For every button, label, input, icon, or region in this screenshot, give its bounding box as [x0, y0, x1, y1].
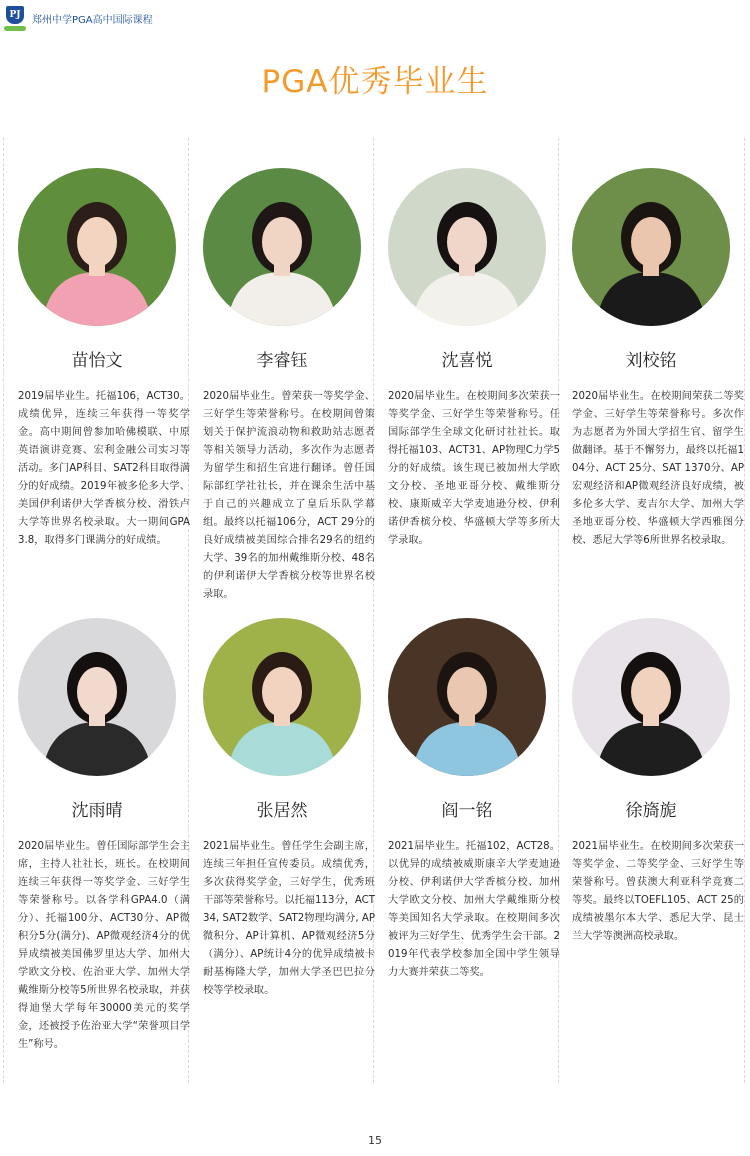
face-shape [447, 667, 487, 717]
column-divider [744, 138, 745, 1083]
graduate-bio: 2021届毕业生。曾任学生会副主席，连续三年担任宣传委员。成绩优秀，多次获得奖学金，三好学生，优秀班干部等荣誉称号。以托福113分，ACT34, SAT2数学、SAT2物理均满分, AP微积分、AP计算机、AP微观经济5分（满分）、AP统计4分的优异成绩被卡耐基梅隆大学，加州大学圣巴巴拉分校等学校录取。 [203, 841, 376, 996]
graduate-name: 徐旖旎 [625, 801, 677, 821]
graduate-bio: 2020届毕业生。曾任国际部学生会主席，主持人社社长，班长。在校期间连续三年获得一等奖学金、三好学生等荣誉称号。以各学科GPA4.0（满分）、托福100分、ACT30分、AP微积分5分(满分)、AP微观经济4分的优异成绩被美国佛罗里达大学、加州大学欧文分校、佐治亚大学、加州大学戴维斯分校等5所世界名校录取，并获得迪堡大学每年30000美元的奖学金，还被授予佐治亚大学“荣誉项目学生”称号。 [18, 841, 190, 1050]
face-shape [262, 217, 302, 267]
face-shape [77, 217, 117, 267]
portrait-illustration [388, 168, 546, 326]
face-shape [262, 667, 302, 717]
graduate-name: 沈喜悦 [441, 351, 493, 371]
portrait-illustration [572, 168, 730, 326]
face-shape [631, 217, 671, 267]
graduate-bio: 2019届毕业生。托福106，ACT30。成绩优异，连续三年获得一等奖学金。高中期间曾参加哈佛模联、中原英语演讲竞赛、宏利金融公司实习等活动。多门AP科目、SAT2科目取得满分的好成绩。2019年被多伦多大学、美国伊利诺伊大学香槟分校、滑铁卢大学等世界名校录取。大一期间GPA3.8，取得多门课满分的好成绩。 [18, 391, 190, 546]
graduate-name: 阎一铭 [441, 801, 493, 821]
portrait-illustration [203, 168, 361, 326]
face-shape [77, 667, 117, 717]
graduate-bio: 2020届毕业生。在校期间多次荣获一等奖学金、三好学生等荣誉称号。任国际部学生全球文化研讨社社长。取得托福103、ACT31、AP物理C力学5分的好成绩。该生现已被加州大学欧文分校、圣地亚哥分校、戴维斯分校、康斯威辛大学麦迪逊分校、伊利诺伊香槟分校、华盛顿大学等多所大学录取。 [388, 391, 560, 546]
graduate-bio: 2021届毕业生。在校期间多次荣获一等奖学金、二等奖学金、三好学生等荣誉称号。曾获澳大利亚科学竞赛二等奖。最终以TOEFL105、ACT 25的成绩被墨尔本大学、悉尼大学、昆士兰大学等澳洲高校录取。 [572, 841, 744, 942]
graduate-photo [18, 618, 176, 776]
face-shape [447, 217, 487, 267]
graduate-name: 刘校铭 [625, 351, 677, 371]
graduate-photo [203, 618, 361, 776]
school-name: 郑州中学PGA高中国际课程 [32, 15, 153, 26]
graduate-bio: 2020届毕业生。曾荣获一等奖学金、三好学生等荣誉称号。在校期间曾策划关于保护流浪动物和救助站志愿者等相关领导力活动，多次作为志愿者为留学生和招生官进行翻译。曾任国际部红学社社长，并在课余生活中基于自己的兴趣成立了皇后乐队学幕组。最终以托福106分，ACT 29分的良好成绩被美国综合排名29名的纽约大学、39名的加州戴维斯分校、48名的伊利诺伊大学香槟分校等世界名校录取。 [203, 391, 375, 600]
portrait-illustration [18, 618, 176, 776]
page-number: 15 [368, 1134, 382, 1147]
graduate-photo [18, 168, 176, 326]
school-shield-icon: PJ [6, 6, 24, 24]
graduate-name: 张居然 [256, 801, 308, 821]
page-header [0, 0, 750, 36]
logo-ribbon-icon [4, 26, 26, 31]
graduate-photo [388, 168, 546, 326]
graduate-name: 李睿钰 [256, 351, 308, 371]
graduate-name: 苗怡文 [71, 351, 123, 371]
graduate-photo [572, 618, 730, 776]
portrait-illustration [572, 618, 730, 776]
page-title: PGA优秀毕业生 [261, 64, 489, 100]
graduate-photo [388, 618, 546, 776]
graduate-name: 沈雨晴 [71, 801, 123, 821]
portrait-illustration [18, 168, 176, 326]
graduate-photo [203, 168, 361, 326]
face-shape [631, 667, 671, 717]
graduate-bio: 2021届毕业生。托福102，ACT28。以优异的成绩被威斯康辛大学麦迪逊分校、伊利诺伊大学香槟分校、加州大学欧文分校、加州大学戴维斯分校等美国知名大学录取。在校期间多次被评为三好学生、优秀学生会干部。2019年代表学校参加全国中学生领导力大赛并荣获二等奖。 [388, 841, 560, 978]
school-logo [4, 6, 26, 32]
column-divider [3, 138, 4, 1083]
portrait-illustration [388, 618, 546, 776]
portrait-illustration [203, 618, 361, 776]
graduate-photo [572, 168, 730, 326]
graduate-bio: 2020届毕业生。在校期间荣获二等奖学金、三好学生等荣誉称号。多次作为志愿者为外国大学招生官、留学生做翻译。基于不懈努力，最终以托福104分、ACT 25分、SAT 1370分、AP宏观经济和AP微观经济良好成绩，被多伦多大学、麦吉尔大学、加州大学圣地亚哥分校、华盛顿大学西雅图分校、悉尼大学等6所世界名校录取。 [572, 391, 744, 546]
